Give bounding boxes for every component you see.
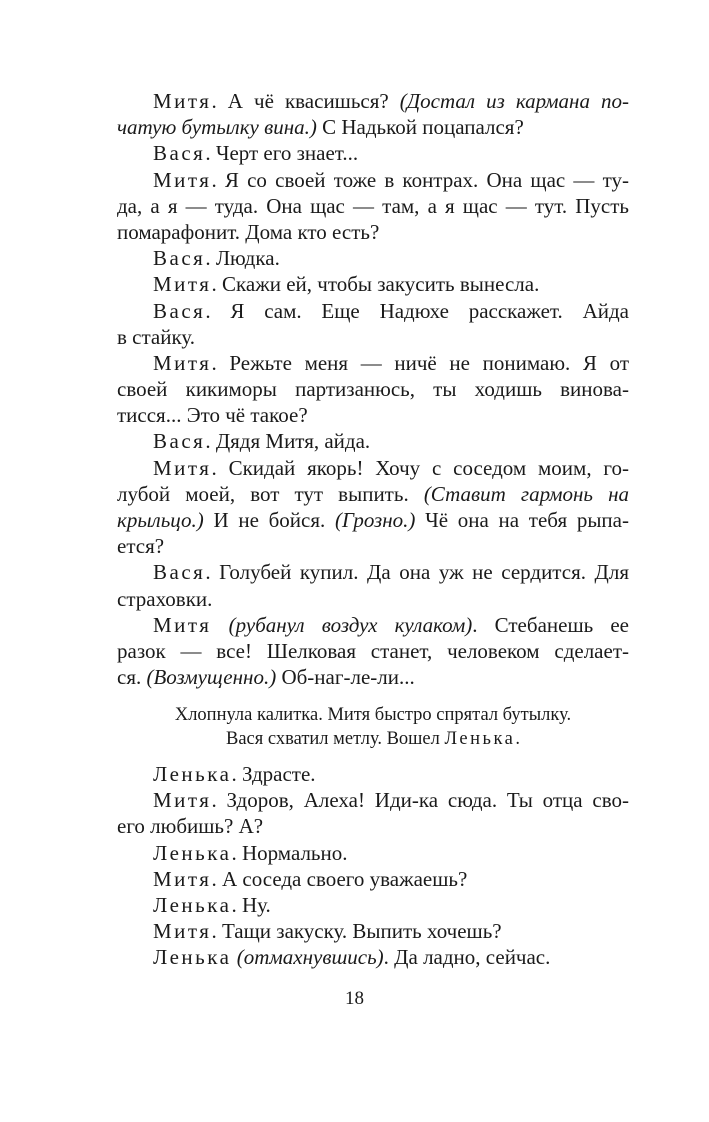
text-line — [117, 455, 629, 481]
speaker-name: Митя — [153, 350, 212, 375]
text-line — [117, 140, 629, 166]
line-text: помарафонит. Дома кто есть? — [117, 219, 380, 244]
line-text: . Голубей купил. Да она уж не сердится. Для — [205, 560, 629, 585]
line-text: . Режьте меня — ничё не понимаю. Я от — [211, 350, 629, 375]
text-line — [117, 350, 629, 376]
line-text: . Стебанешь ее — [472, 612, 630, 637]
stage-remark: (Возмущенно.) — [146, 665, 277, 690]
text-line — [117, 481, 629, 507]
text-line — [117, 298, 629, 324]
line-text: . — [515, 729, 521, 749]
text-line — [117, 612, 629, 638]
text-line — [117, 402, 629, 428]
page-number: 18 — [345, 988, 364, 1009]
stage-direction-line — [117, 727, 629, 751]
line-text: . Черт его знает... — [205, 141, 359, 166]
line-text: разок — все! Шелковая станет, человеком сделает- — [117, 638, 629, 663]
speaker-name: Митя — [153, 788, 212, 813]
stage-remark: чатую бутылку вина.) — [117, 115, 317, 140]
speaker-name: Митя — [153, 272, 212, 297]
text-line — [117, 271, 629, 297]
line-text: Чё она на тебя рыпа- — [415, 508, 629, 532]
text-line — [117, 918, 629, 944]
line-text: И не бойся. — [203, 508, 335, 532]
line-text: тисся... Это чё такое? — [117, 403, 308, 428]
text-line — [117, 559, 629, 585]
text-line — [117, 324, 629, 350]
line-text: . Я со своей тоже в контрах. Она щас — ту- — [211, 167, 629, 192]
text-line — [117, 787, 629, 813]
speaker-name: Ленька — [153, 762, 232, 786]
line-text: в стайку. — [117, 324, 196, 349]
text-line — [117, 761, 629, 787]
line-text: ется? — [117, 534, 165, 559]
speaker-name: Митя — [153, 89, 212, 113]
text-line — [117, 638, 629, 664]
line-text: . Здрасте. — [231, 762, 316, 786]
speaker-name: Ленька — [153, 945, 232, 970]
text-line — [117, 376, 629, 402]
line-text: . Нормально. — [231, 840, 348, 865]
line-text: . Скажи ей, чтобы закусить вынесла. — [211, 272, 540, 297]
text-line — [117, 88, 629, 114]
line-text: Об-наг-ле-ли... — [276, 665, 415, 690]
stage-remark: крыльцо.) — [117, 508, 204, 532]
line-text: Хлопнула калитка. Митя быстро спрятал бутылку. — [174, 705, 572, 725]
stage-direction-line — [117, 703, 629, 727]
speaker-name: Вася — [153, 141, 206, 166]
line-text: . Людка. — [205, 246, 280, 271]
text-line — [117, 944, 629, 970]
line-text: . А соседа своего уважаешь? — [211, 866, 468, 891]
line-text: да, а я — туда. Она щас — там, а я щас — тут. Пусть — [117, 193, 629, 218]
speaker-name: Вася — [153, 298, 206, 323]
speaker-name: Митя — [153, 167, 212, 192]
speaker-name: Ленька — [153, 840, 232, 865]
text-line — [117, 664, 629, 690]
line-text: страховки. — [117, 586, 213, 611]
text-line — [117, 428, 629, 454]
line-text: С Надькой поцапался? — [316, 115, 524, 140]
speaker-name: Вася — [153, 429, 206, 454]
text-line — [117, 114, 629, 140]
text-line — [117, 533, 629, 559]
line-text: . Скидай якорь! Хочу с соседом моим, го- — [211, 455, 629, 480]
text-line — [117, 219, 629, 245]
speaker-name: Ленька — [153, 892, 232, 917]
speaker-name: Митя — [153, 455, 212, 480]
speaker-name: Митя — [153, 866, 212, 891]
text-line — [117, 167, 629, 193]
line-text: . Я сам. Еще Надюхе расскажет. Айда — [205, 298, 629, 323]
line-text: его любишь? А? — [117, 814, 264, 839]
line-text: . Здоров, Алеха! Иди-ка сюда. Ты отца сво- — [211, 788, 629, 813]
line-text: ся. — [117, 665, 147, 690]
stage-direction — [117, 703, 629, 751]
line-text: . Тащи закуску. Выпить хочешь? — [211, 919, 502, 944]
line-text: . Дядя Митя, айда. — [205, 429, 371, 454]
speaker-name: Вася — [153, 246, 206, 271]
line-text: лубой моей, вот тут выпить. — [117, 481, 424, 506]
text-line — [117, 866, 629, 892]
line-text: . А чё квасишься? — [211, 89, 400, 113]
stage-remark: (рубанул воздух кулаком) — [228, 612, 473, 637]
text-line — [117, 193, 629, 219]
dialogue-top — [117, 88, 629, 690]
stage-remark: (Ставит гармонь на — [423, 481, 629, 506]
stage-remark: (Достал из кармана по- — [399, 89, 629, 113]
text-line — [117, 840, 629, 866]
speaker-name: Вася — [153, 560, 206, 585]
text-line — [117, 245, 629, 271]
line-text: своей кикиморы партизанюсь, ты ходишь винова- — [117, 377, 629, 402]
speaker-name: Ленька — [444, 729, 516, 749]
line-text — [211, 613, 228, 637]
line-text: . Да ладно, сейчас. — [383, 945, 551, 970]
line-text: Вася схватил метлу. Вошел — [225, 729, 445, 749]
speaker-name: Митя — [153, 612, 212, 637]
text-line — [117, 813, 629, 839]
text-line — [117, 507, 629, 533]
stage-remark: (отмахнувшись) — [236, 945, 384, 970]
line-text: . Ну. — [231, 892, 271, 917]
text-line — [117, 586, 629, 612]
speaker-name: Митя — [153, 919, 212, 944]
text-line — [117, 892, 629, 918]
dialogue-bottom — [117, 761, 629, 971]
stage-remark: (Грозно.) — [334, 508, 416, 532]
